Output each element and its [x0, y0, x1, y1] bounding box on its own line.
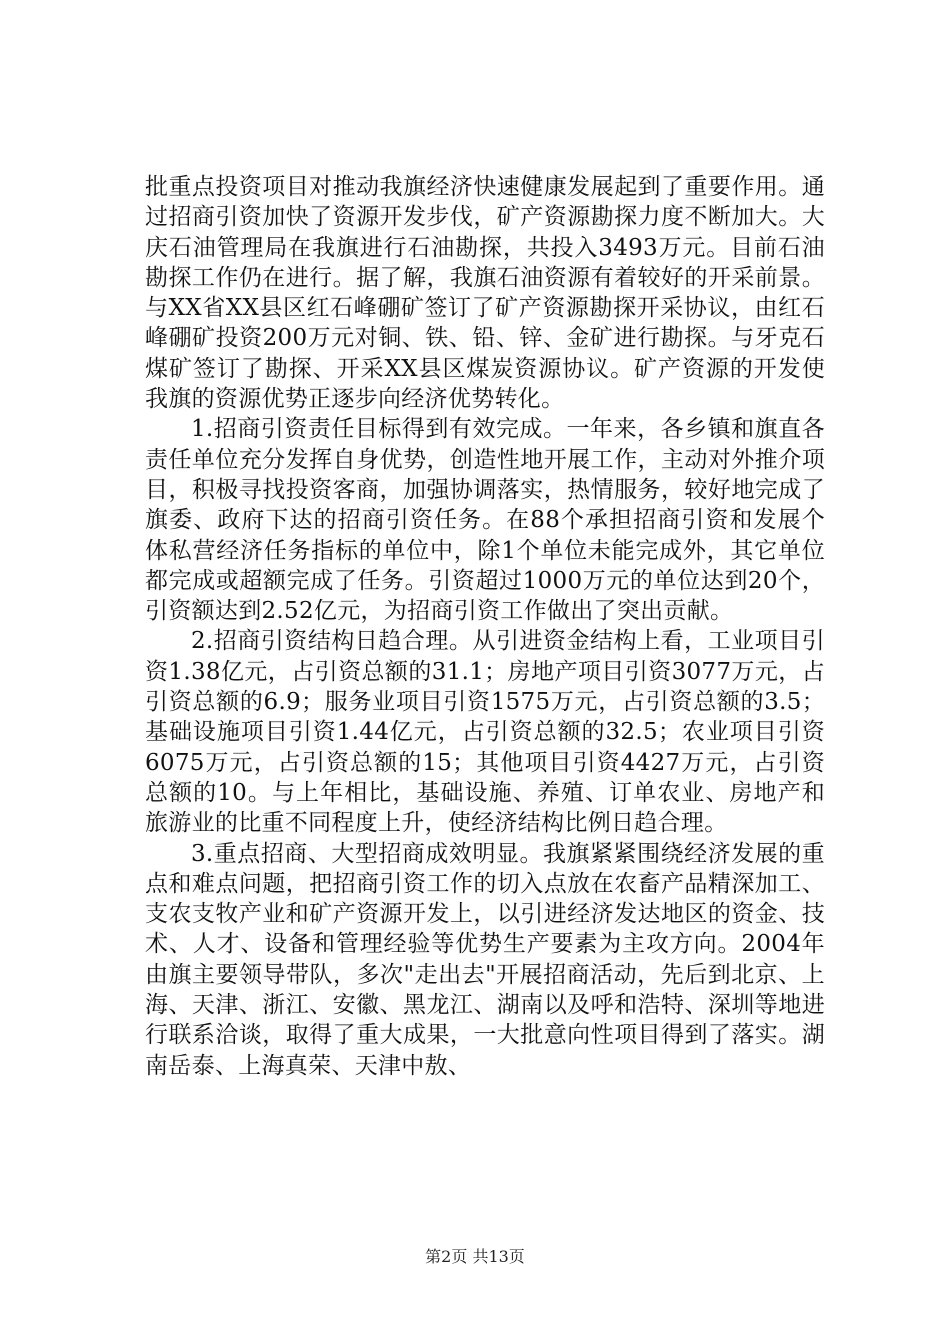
document-body	[145, 172, 825, 1081]
paragraph-3: 2.招商引资结构日趋合理。从引进资金结构上看，工业项目引资1.38亿元，占引资总额的31.1；房地产项目引资3077万元，占引资总额的6.9；服务业项目引资1575万元，占引资总额的3.5；基础设施项目引资1.44亿元，占引资总额的32.5；农业项目引资6075万元，占引资总额的15；其他项目引资4427万元，占引资总额的10。与上年相比，基础设施、养殖、订单农业、房地产和旅游业的比重不同程度上升，使经济结构比例日趋合理。	[145, 628, 825, 837]
page-number-label: 第2页 共13页	[425, 1247, 525, 1266]
paragraph-1: 批重点投资项目对推动我旗经济快速健康发展起到了重要作用。通过招商引资加快了资源开发步伐，矿产资源勘探力度不断加大。大庆石油管理局在我旗进行石油勘探，共投入3493万元。目前石油勘探工作仍在进行。据了解，我旗石油资源有着较好的开采前景。与XX省XX县区红石峰硼矿签订了矿产资源勘探开采协议，由红石峰硼矿投资200万元对铜、铁、铅、锌、金矿进行勘探。与牙克石煤矿签订了勘探、开采XX县区煤炭资源协议。矿产资源的开发使我旗的资源优势正逐步向经济优势转化。	[145, 174, 825, 413]
page-footer	[0, 1244, 950, 1267]
paragraph-4: 3.重点招商、大型招商成效明显。我旗紧紧围绕经济发展的重点和难点问题，把招商引资工作的切入点放在农畜产品精深加工、支农支牧产业和矿产资源开发上，以引进经济发达地区的资金、技术、人才、设备和管理经验等优势生产要素为主攻方向。2004年由旗主要领导带队，多次"走出去"开展招商活动，先后到北京、上海、天津、浙江、安徽、黑龙江、湖南以及呼和浩特、深圳等地进行联系洽谈，取得了重大成果，一大批意向性项目得到了落实。湖南岳泰、上海真荣、天津中敖、	[145, 840, 825, 1079]
paragraph-2: 1.招商引资责任目标得到有效完成。一年来，各乡镇和旗直各责任单位充分发挥自身优势，创造性地开展工作，主动对外推介项目，积极寻找投资客商，加强协调落实，热情服务，较好地完成了旗委、政府下达的招商引资任务。在88个承担招商引资和发展个体私营经济任务指标的单位中，除1个单位未能完成外，其它单位都完成或超额完成了任务。引资超过1000万元的单位达到20个，引资额达到2.52亿元，为招商引资工作做出了突出贡献。	[145, 416, 825, 625]
